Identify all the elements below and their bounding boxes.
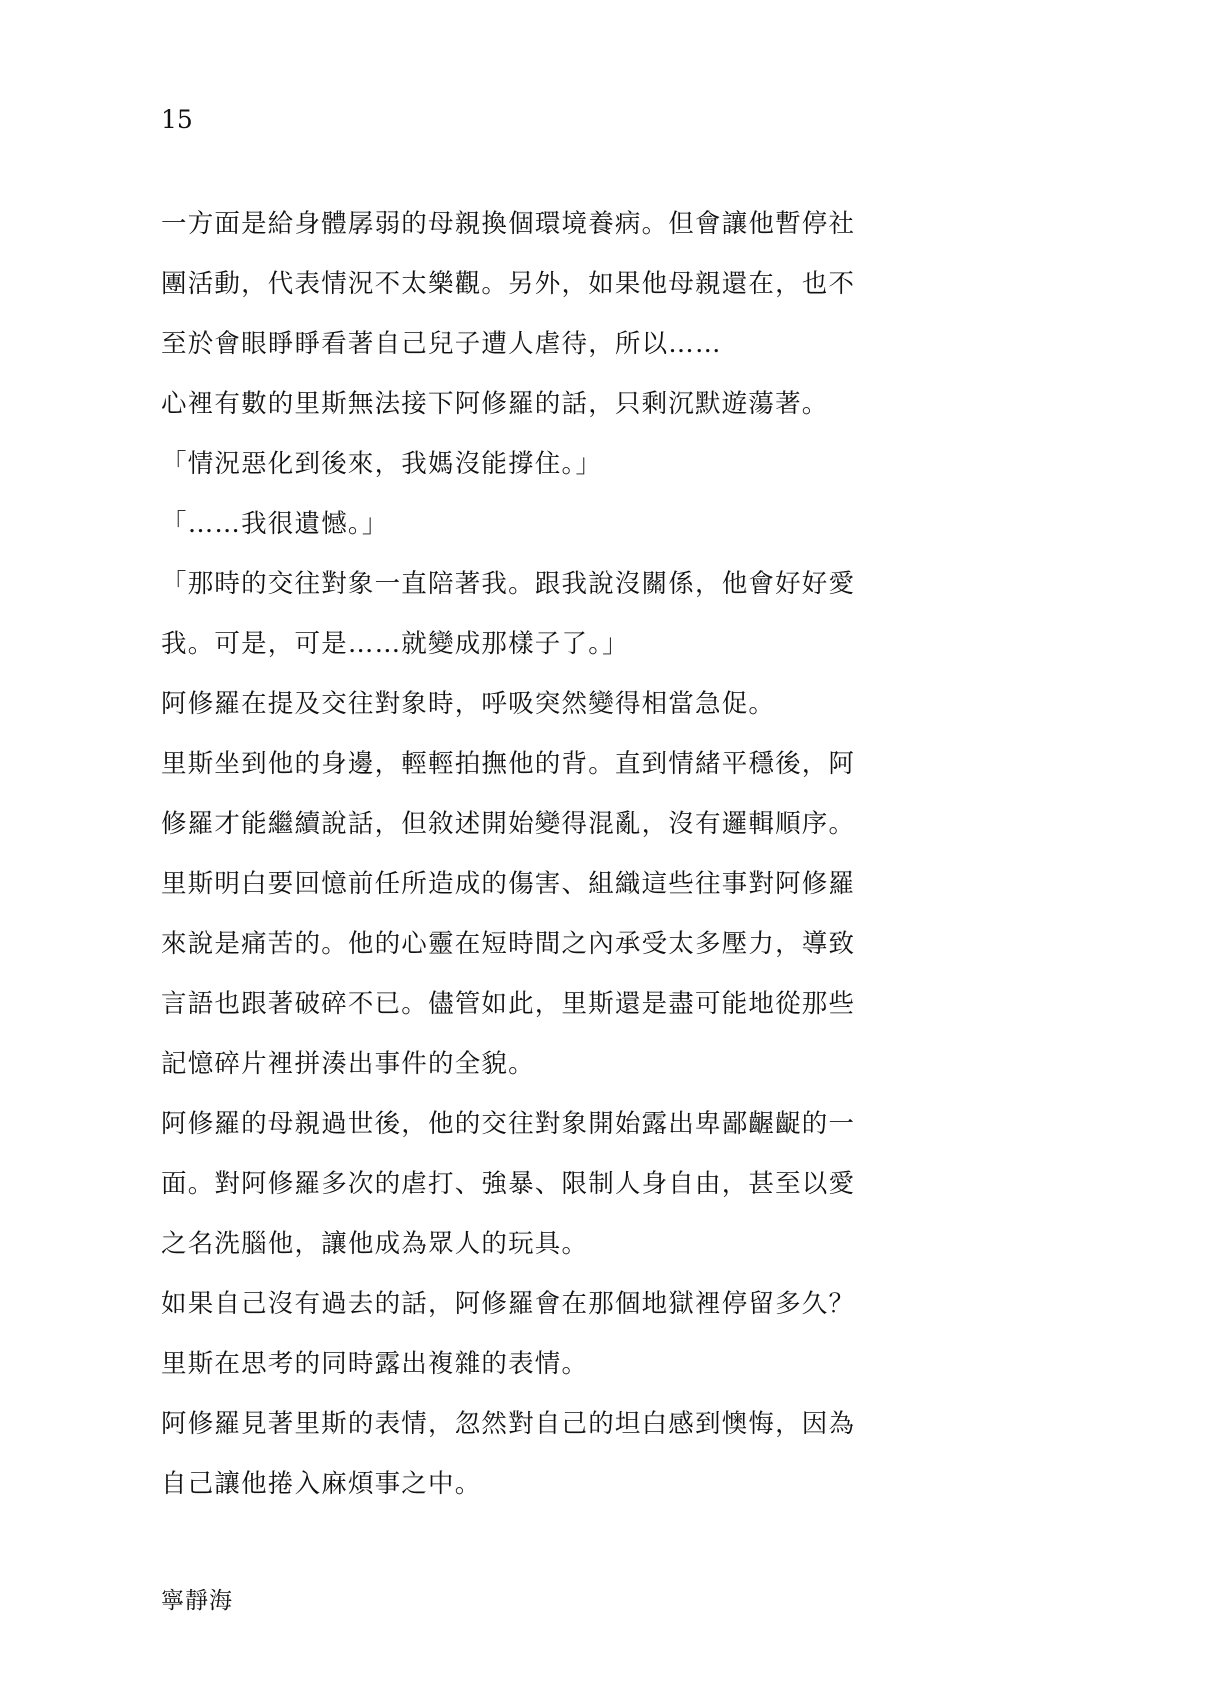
text-line: 修羅才能繼續說話，但敘述開始變得混亂，沒有邏輯順序。 xyxy=(161,809,856,839)
text-line: 阿修羅見著里斯的表情，忽然對自己的坦白感到懊悔，因為 xyxy=(161,1409,856,1439)
text-line: 里斯在思考的同時露出複雜的表情。 xyxy=(161,1349,589,1379)
body-text xyxy=(161,194,971,1514)
text-line: 團活動，代表情況不太樂觀。另外，如果他母親還在，也不 xyxy=(161,269,856,299)
page-footer: 寧靜海 xyxy=(161,1588,233,1614)
text-line: 「那時的交往對象一直陪著我。跟我說沒關係，他會好好愛 xyxy=(161,569,856,599)
text-line: 至於會眼睜睜看著自己兒子遭人虐待，所以…… xyxy=(161,329,722,359)
text-line: 記憶碎片裡拼湊出事件的全貌。 xyxy=(161,1049,535,1079)
text-line: 我。可是，可是……就變成那樣子了。」 xyxy=(161,629,629,659)
text-line: 阿修羅的母親過世後，他的交往對象開始露出卑鄙齷齪的一 xyxy=(161,1109,856,1139)
text-line: 里斯明白要回憶前任所造成的傷害、組織這些往事對阿修羅 xyxy=(161,869,856,899)
text-line: 「……我很遺憾。」 xyxy=(161,509,389,539)
text-line: 阿修羅在提及交往對象時，呼吸突然變得相當急促。 xyxy=(161,689,776,719)
text-line: 「情況惡化到後來，我媽沒能撐住。」 xyxy=(161,449,603,479)
text-line: 里斯坐到他的身邊，輕輕拍撫他的背。直到情緒平穩後，阿 xyxy=(161,749,856,779)
text-line: 心裡有數的里斯無法接下阿修羅的話，只剩沉默遊蕩著。 xyxy=(161,389,829,419)
text-line: 之名洗腦他，讓他成為眾人的玩具。 xyxy=(161,1229,589,1259)
text-line: 來說是痛苦的。他的心靈在短時間之內承受太多壓力，導致 xyxy=(161,929,856,959)
text-line: 一方面是給身體孱弱的母親換個環境養病。但會讓他暫停社 xyxy=(161,209,856,239)
text-line: 言語也跟著破碎不已。儘管如此，里斯還是盡可能地從那些 xyxy=(161,989,856,1019)
text-line: 如果自己沒有過去的話，阿修羅會在那個地獄裡停留多久？ xyxy=(161,1289,856,1319)
page-number: 15 xyxy=(161,105,193,134)
text-line: 自己讓他捲入麻煩事之中。 xyxy=(161,1469,482,1499)
text-line: 面。對阿修羅多次的虐打、強暴、限制人身自由，甚至以愛 xyxy=(161,1169,856,1199)
